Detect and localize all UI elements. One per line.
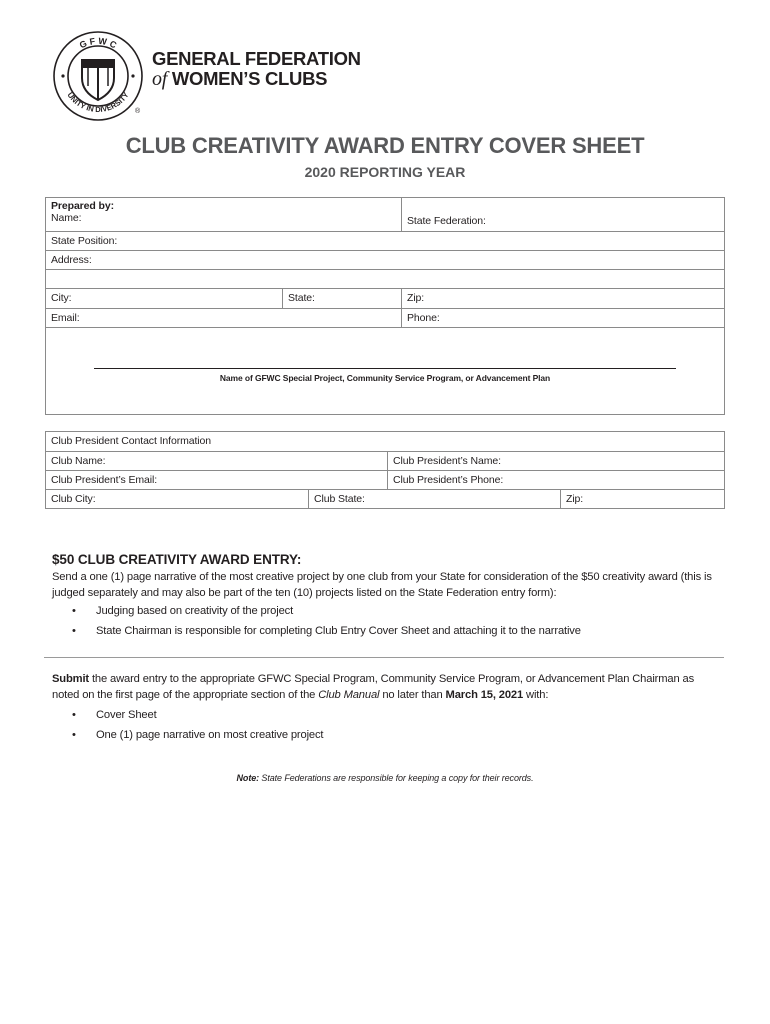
submit-bullet-1: Cover Sheet	[96, 709, 157, 721]
president-heading-row	[46, 432, 724, 452]
prepared-by-label: Prepared by:	[51, 200, 114, 212]
president-email-label: Club President’s Email:	[51, 474, 158, 486]
email-label: Email:	[51, 312, 80, 324]
club-zip-label: Zip:	[566, 493, 584, 505]
org-name-womens-clubs: WOMEN’S CLUBS	[171, 68, 328, 89]
submit-text-2: no later than	[379, 689, 446, 701]
state-position-label: State Position:	[51, 235, 118, 247]
entry-bullet-1: Judging based on creativity of the project	[96, 605, 294, 617]
note-text: State Federations are responsible for keeping a copy for their records.	[259, 773, 534, 783]
entry-bullet-2: State Chairman is responsible for completing Club Entry Cover Sheet and attaching it to the narrative	[96, 625, 581, 637]
preparer-form	[45, 197, 725, 415]
club-city-row	[46, 490, 724, 508]
submit-text-1: the award entry to the appropriate GFWC Special Program, Community Service Program, or Advancement Plan Chairman as noted on the first page of the appropriate section of the	[52, 673, 695, 701]
signature-line	[94, 368, 676, 369]
submit-bullet-2: One (1) page narrative on most creative project	[96, 729, 324, 741]
club-state-field[interactable]	[308, 490, 560, 508]
city-field[interactable]	[46, 289, 282, 308]
bullet-dot: •	[72, 625, 76, 637]
address-label: Address:	[51, 254, 92, 266]
president-contact-heading-text: Club President Contact Information	[51, 435, 212, 447]
state-label: State:	[288, 292, 315, 304]
president-name-label: Club President’s Name:	[393, 455, 501, 467]
president-email-field[interactable]	[46, 471, 387, 489]
club-zip-field[interactable]	[560, 490, 724, 508]
president-name-field[interactable]	[387, 452, 724, 470]
gfwc-seal-logo	[52, 30, 144, 122]
entry-paragraph: Send a one (1) page narrative of the most creative project by one club from your State for consideration of the $50 creativity award (this is judged separately and may also be part of the ten (10) projects listed on the State Federation entry form):	[52, 571, 712, 599]
project-name-field[interactable]	[46, 328, 724, 414]
name-label: Name:	[51, 212, 82, 224]
org-name-line1: GENERAL FEDERATION	[152, 48, 361, 69]
address-line2-row	[46, 270, 724, 289]
state-position-row	[46, 232, 724, 251]
president-form	[45, 431, 725, 509]
address-field[interactable]	[46, 251, 724, 269]
zip-field[interactable]	[401, 289, 724, 308]
state-position-field[interactable]	[46, 232, 724, 250]
note-label: Note:	[236, 773, 260, 783]
entry-heading: $50 CLUB CREATIVITY AWARD ENTRY:	[52, 552, 302, 567]
city-label: City:	[51, 292, 72, 304]
bullet-dot: •	[72, 605, 76, 617]
submit-text-3: with:	[523, 689, 549, 701]
email-field[interactable]	[46, 309, 401, 327]
club-name-field[interactable]	[46, 452, 387, 470]
president-contact-heading	[46, 432, 724, 451]
name-row	[46, 198, 724, 232]
bullet-dot: •	[72, 709, 76, 721]
club-state-label: Club State:	[314, 493, 365, 505]
club-name-label: Club Name:	[51, 455, 106, 467]
zip-label: Zip:	[407, 292, 425, 304]
submit-paragraph	[52, 671, 712, 703]
deadline-date: March 15, 2021	[445, 689, 524, 701]
club-manual-title: Club Manual	[318, 689, 380, 701]
state-federation-field[interactable]	[401, 198, 724, 231]
state-field[interactable]	[282, 289, 401, 308]
org-name-of: of	[152, 68, 167, 90]
submit-lead: Submit	[52, 673, 90, 685]
records-note	[0, 773, 770, 783]
project-name-caption: Name of GFWC Special Project, Community Service Program, or Advancement Plan	[219, 373, 551, 383]
state-federation-label: State Federation:	[407, 215, 486, 227]
president-email-row	[46, 471, 724, 490]
bullet-dot: •	[72, 729, 76, 741]
president-phone-field[interactable]	[387, 471, 724, 489]
name-field[interactable]	[46, 198, 401, 231]
address-row	[46, 251, 724, 270]
registered-mark: ®	[135, 108, 141, 115]
organization-name	[152, 49, 361, 89]
president-phone-label: Club President’s Phone:	[393, 474, 504, 486]
phone-field[interactable]	[401, 309, 724, 327]
city-state-zip-row	[46, 289, 724, 309]
svg-text:G F W C	[78, 36, 119, 51]
club-city-label: Club City:	[51, 493, 96, 505]
logo-ring-bottom-text: UNITY IN DIVERSITY	[65, 90, 131, 115]
address-line2-field[interactable]	[46, 270, 724, 288]
page-title: CLUB CREATIVITY AWARD ENTRY COVER SHEET	[125, 133, 645, 158]
club-city-field[interactable]	[46, 490, 308, 508]
page-subtitle: 2020 REPORTING YEAR	[304, 164, 466, 180]
section-divider	[44, 657, 724, 658]
club-name-row	[46, 452, 724, 471]
phone-label: Phone:	[407, 312, 440, 324]
logo-ring-top-text: G F W C	[77, 35, 119, 51]
org-name-line2	[152, 69, 361, 89]
email-phone-row	[46, 309, 724, 328]
